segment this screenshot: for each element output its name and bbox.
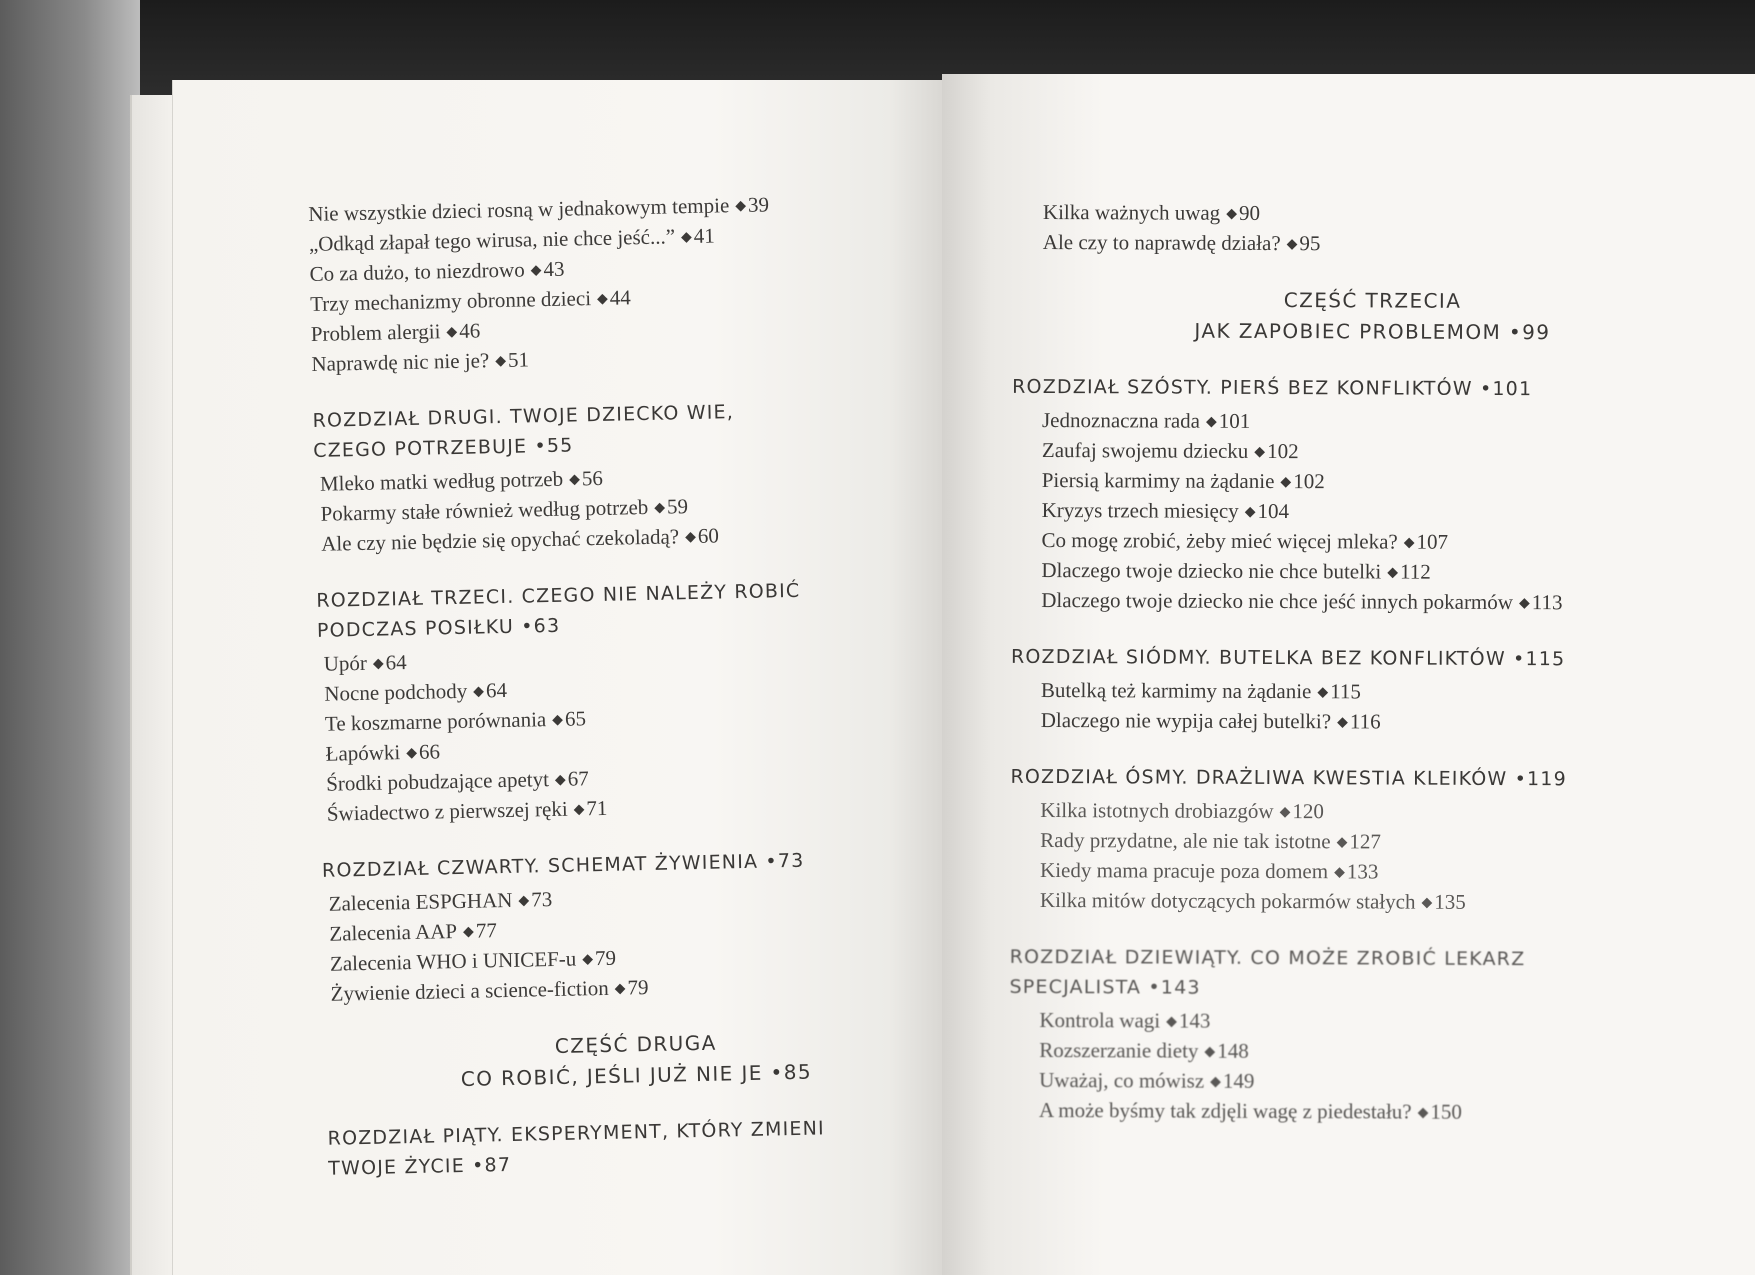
bullet-diamond-icon: ◆ <box>573 802 585 818</box>
toc-entry <box>1040 886 1730 919</box>
toc-entry <box>1039 1006 1729 1039</box>
toc-entry <box>1040 796 1730 829</box>
toc-entry-title: Środki pobudzające apetyt <box>325 767 550 796</box>
chapter-8-entries <box>1040 796 1731 919</box>
bullet-diamond-icon: ◆ <box>1279 805 1291 821</box>
toc-entry-page: 149 <box>1222 1068 1255 1093</box>
toc-entry-page: 41 <box>693 223 716 248</box>
bullet-diamond-icon: ◆ <box>1387 565 1399 581</box>
left-top-entries <box>308 187 932 380</box>
toc-entry-page: 79 <box>627 975 649 1000</box>
toc-entry-page: 60 <box>697 523 720 548</box>
toc-entry-title: Te koszmarne porównania <box>324 707 547 736</box>
bullet-diamond-icon: ◆ <box>1205 414 1217 430</box>
toc-entry-title: Dlaczego nie wypija całej butelki? <box>1040 707 1332 734</box>
toc-entry-title: Zalecenia WHO i UNICEF-u <box>329 946 577 976</box>
toc-entry-page: 59 <box>666 494 689 519</box>
bullet-diamond-icon: ◆ <box>596 291 608 307</box>
toc-entry-page: 71 <box>586 795 608 821</box>
chapter-title-line: ROZDZIAŁ SZÓSTY. PIERŚ BEZ KONFLIKTÓW •101 <box>1012 375 1533 401</box>
toc-entry <box>1042 466 1732 499</box>
part-heading-2 <box>326 1023 947 1098</box>
bullet-diamond-icon: ◆ <box>1336 835 1348 851</box>
toc-entry-title: Co za dużo, to niezdrowo <box>309 257 525 286</box>
chapter-heading-5 <box>327 1111 948 1184</box>
toc-entry-page: 115 <box>1330 679 1361 704</box>
toc-entry <box>1041 706 1731 739</box>
bullet-diamond-icon: ◆ <box>684 529 697 546</box>
toc-entry-page: 113 <box>1531 590 1563 615</box>
chapter-title-line: PODCZAS POSIŁKU •63 <box>316 614 561 642</box>
toc-entry-title: Zaufaj swojemu dziecku <box>1041 437 1249 463</box>
bullet-diamond-icon: ◆ <box>1286 237 1298 253</box>
bullet-diamond-icon: ◆ <box>1254 444 1266 460</box>
toc-entry-page: 101 <box>1218 408 1251 433</box>
bullet-diamond-icon: ◆ <box>1244 504 1256 520</box>
toc-entry-page: 127 <box>1349 829 1381 854</box>
toc-entry-title: Kilka istotnych drobiazgów <box>1040 797 1274 824</box>
toc-entry-page: 77 <box>475 918 498 943</box>
toc-entry-title: Kryzys trzech miesięcy <box>1041 497 1239 523</box>
toc-entry-title: Zalecenia ESPGHAN <box>328 887 513 916</box>
toc-entry <box>1043 228 1733 261</box>
chapter-title-line: ROZDZIAŁ CZWARTY. SCHEMAT ŻYWIENIA •73 <box>321 849 805 882</box>
toc-entry <box>1041 676 1731 709</box>
bullet-diamond-icon: ◆ <box>1317 685 1329 701</box>
toc-entry-page: 67 <box>567 766 589 791</box>
toc-entry-title: Rozszerzanie diety <box>1039 1037 1199 1063</box>
bullet-diamond-icon: ◆ <box>446 324 458 341</box>
bullet-diamond-icon: ◆ <box>1226 206 1238 222</box>
right-top-entries <box>1043 198 1733 261</box>
toc-entry-page: 148 <box>1217 1038 1249 1063</box>
toc-entry-title: A może byśmy tak zdjęli wagę z piedestału? <box>1038 1097 1412 1124</box>
bullet-diamond-icon: ◆ <box>473 684 485 700</box>
bullet-diamond-icon: ◆ <box>1204 1044 1216 1060</box>
toc-entry-title: Piersią karmimy na żądanie <box>1041 467 1275 494</box>
bullet-diamond-icon: ◆ <box>1421 895 1433 911</box>
bullet-diamond-icon: ◆ <box>1334 865 1345 881</box>
toc-entry-page: 51 <box>507 347 530 372</box>
toc-entry <box>1039 1096 1729 1129</box>
chapter-4-entries <box>322 877 944 1010</box>
toc-entry-title: Co mogę zrobić, żeby mieć więcej mleka? <box>1041 527 1398 554</box>
toc-entry-title: Uważaj, co mówisz <box>1039 1067 1205 1093</box>
chapter-7-entries <box>1041 676 1731 739</box>
toc-entry-title: Zalecenia AAP <box>329 919 458 946</box>
bullet-diamond-icon: ◆ <box>614 981 626 997</box>
toc-entry-page: 150 <box>1430 1099 1462 1124</box>
toc-entry-title: Kilka mitów dotyczących pokarmów stałych <box>1039 887 1416 914</box>
toc-entry-title: Żywienie dzieci a science-fiction <box>330 975 609 1006</box>
toc-entry-title: Nie wszystkie dzieci rosną w jednakowym tempie <box>308 193 730 226</box>
bullet-diamond-icon: ◆ <box>372 656 384 672</box>
toc-entry <box>1039 1066 1729 1099</box>
chapter-title-line: ROZDZIAŁ TRZECI. CZEGO NIE NALEŻY ROBIĆ <box>316 579 801 612</box>
part-title-line: CZĘŚĆ TRZECIA <box>1283 288 1462 313</box>
bullet-diamond-icon: ◆ <box>554 772 566 788</box>
bullet-diamond-icon: ◆ <box>495 353 507 370</box>
toc-entry-title: „Odkąd złapał tego wirusa, nie chce jeść...” <box>308 224 676 256</box>
toc-entry-page: 116 <box>1349 709 1381 734</box>
chapter-heading-7 <box>1011 642 1731 675</box>
toc-entry <box>1039 1036 1729 1069</box>
chapter-3-entries <box>317 637 941 830</box>
chapter-title-line: TWOJE ŻYCIE •87 <box>328 1153 512 1180</box>
toc-entry-page: 135 <box>1434 889 1466 914</box>
bullet-diamond-icon: ◆ <box>1280 475 1292 491</box>
toc-entry-title: Naprawdę nic nie je? <box>311 348 490 376</box>
toc-entry-page: 102 <box>1293 469 1325 494</box>
scanner-background-left <box>0 0 140 1275</box>
bullet-diamond-icon: ◆ <box>1417 1105 1429 1121</box>
toc-entry <box>1042 436 1732 469</box>
toc-entry-page: 64 <box>485 677 508 703</box>
toc-entry-title: Kilka ważnych uwag <box>1042 199 1221 225</box>
toc-entry-page: 66 <box>418 739 441 764</box>
toc-entry-title: Pokarmy stałe również według potrzeb <box>320 494 649 526</box>
bullet-diamond-icon: ◆ <box>582 952 594 968</box>
chapter-title-line: ROZDZIAŁ SIÓDMY. BUTELKA BEZ KONFLIKTÓW •115 <box>1010 645 1566 671</box>
toc-entry-title: Rady przydatne, ale nie tak istotne <box>1040 827 1331 854</box>
bullet-diamond-icon: ◆ <box>406 745 418 762</box>
chapter-title-line: CZEGO POTRZEBUJE •55 <box>313 434 574 462</box>
part-heading-3 <box>1042 284 1702 349</box>
part-title-line: CO ROBIĆ, JEŚLI JUŻ NIE JE •85 <box>460 1059 813 1091</box>
toc-entry <box>1041 586 1731 619</box>
chapter-title-line: ROZDZIAŁ ÓSMY. DRAŻLIWA KWESTIA KLEIKÓW •119 <box>1010 765 1567 791</box>
bullet-diamond-icon: ◆ <box>518 893 530 909</box>
bullet-diamond-icon: ◆ <box>1518 596 1530 612</box>
left-toc-column <box>308 187 949 1188</box>
bullet-diamond-icon: ◆ <box>1337 715 1348 731</box>
toc-entry-page: 107 <box>1416 529 1449 554</box>
chapter-9-entries <box>1039 1006 1730 1129</box>
toc-entry-page: 64 <box>385 650 407 675</box>
toc-entry-page: 104 <box>1257 498 1290 524</box>
toc-entry-page: 73 <box>530 887 553 912</box>
toc-entry-title: Jednoznaczna rada <box>1041 407 1201 433</box>
chapter-title-line: ROZDZIAŁ DRUGI. TWOJE DZIECKO WIE, <box>312 401 735 432</box>
bullet-diamond-icon: ◆ <box>462 924 475 940</box>
toc-entry-title: Kiedy mama pracuje poza domem <box>1040 857 1329 884</box>
toc-entry-page: 65 <box>564 706 587 731</box>
toc-entry-page: 133 <box>1346 859 1379 884</box>
toc-entry <box>1043 198 1733 231</box>
chapter-title-line: SPECJALISTA •143 <box>1009 975 1201 999</box>
bullet-diamond-icon: ◆ <box>530 263 542 279</box>
toc-entry-title: Ale czy nie będzie się opychać czekoladą? <box>320 524 680 556</box>
chapter-heading-3 <box>316 573 937 646</box>
toc-entry-title: Ale czy to naprawdę działa? <box>1042 229 1281 256</box>
bullet-diamond-icon: ◆ <box>1210 1074 1221 1090</box>
chapter-heading-2 <box>312 393 933 466</box>
bullet-diamond-icon: ◆ <box>680 229 692 246</box>
toc-entry-title: Dlaczego twoje dziecko nie chce jeść innych pokarmów <box>1041 587 1514 615</box>
bullet-diamond-icon: ◆ <box>568 472 581 488</box>
toc-entry-page: 39 <box>747 192 770 217</box>
toc-entry <box>1040 826 1730 859</box>
toc-entry-title: Mleko matki według potrzeb <box>319 466 564 496</box>
chapter-title-line: ROZDZIAŁ PIĄTY. EKSPERYMENT, KTÓRY ZMIENI <box>327 1117 826 1150</box>
toc-entry <box>1041 526 1731 559</box>
toc-entry-title: Butelką też karmimy na żądanie <box>1040 677 1312 704</box>
toc-entry-title: Upór <box>323 650 368 676</box>
toc-entry-title: Świadectwo z pierwszej ręki <box>326 796 568 826</box>
toc-entry-title: Trzy mechanizmy obronne dzieci <box>309 286 592 316</box>
toc-entry-page: 46 <box>458 318 481 343</box>
toc-entry-page: 95 <box>1299 231 1321 256</box>
toc-entry-title: Łapówki <box>325 740 401 766</box>
part-title-line: CZĘŚĆ DRUGA <box>554 1030 717 1059</box>
bullet-diamond-icon: ◆ <box>1403 535 1415 551</box>
toc-entry-title: Kontrola wagi <box>1039 1007 1161 1033</box>
toc-entry-title: Dlaczego twoje dziecko nie chce butelki <box>1041 557 1382 584</box>
bullet-diamond-icon: ◆ <box>654 500 666 516</box>
toc-entry-page: 90 <box>1238 200 1261 225</box>
chapter-heading-6 <box>1012 372 1732 405</box>
toc-entry-page: 43 <box>543 256 565 282</box>
bullet-diamond-icon: ◆ <box>552 712 564 728</box>
bullet-diamond-icon: ◆ <box>735 198 747 215</box>
right-toc-column <box>1009 198 1733 1129</box>
toc-entry <box>1040 856 1730 889</box>
toc-entry-page: 79 <box>594 945 617 971</box>
toc-entry-title: Nocne podchody <box>324 678 468 706</box>
toc-entry-page: 44 <box>609 285 632 310</box>
toc-entry-page: 56 <box>581 465 604 491</box>
toc-entry <box>1041 556 1731 589</box>
toc-entry-page: 102 <box>1267 438 1299 464</box>
bullet-diamond-icon: ◆ <box>1166 1014 1177 1030</box>
chapter-heading-9 <box>1009 942 1729 1005</box>
toc-entry-page: 120 <box>1292 799 1324 824</box>
toc-entry <box>1042 496 1732 529</box>
chapter-heading-8 <box>1010 762 1730 795</box>
toc-entry-page: 112 <box>1400 559 1431 584</box>
toc-entry <box>1042 406 1732 439</box>
toc-entry-page: 143 <box>1178 1008 1211 1033</box>
chapter-title-line: ROZDZIAŁ DZIEWIĄTY. CO MOŻE ZROBIĆ LEKARZ <box>1009 945 1526 971</box>
toc-entry-title: Problem alergii <box>310 319 441 346</box>
chapter-6-entries <box>1041 406 1732 619</box>
part-title-line: JAK ZAPOBIEC PROBLEMOM •99 <box>1194 318 1551 345</box>
chapter-2-entries <box>314 457 936 560</box>
